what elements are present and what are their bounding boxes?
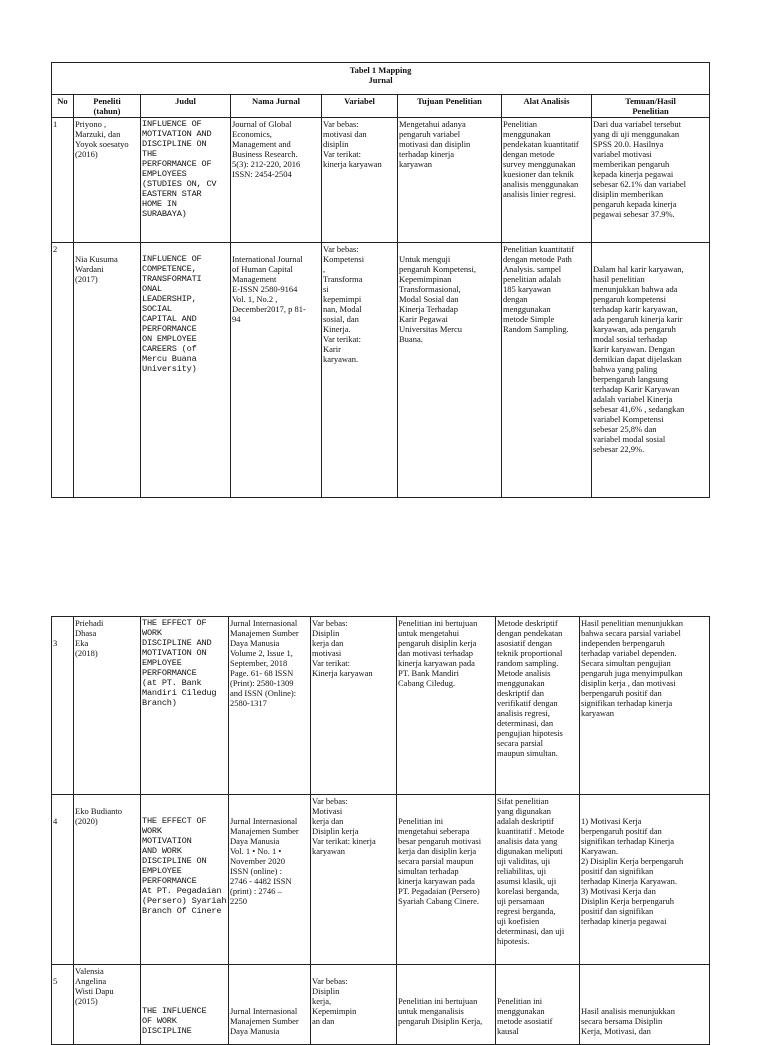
cell-peneliti: Priyono , Marzuki, dan Yoyok soesatyo (2016) [74, 118, 141, 243]
cell-judul: INFLUENCE OF MOTIVATION AND DISCIPLINE ON THE PERFORMANCE OF EMPLOYEES (STUDIES ON, CV EASTERN STAR HOME IN SURABAYA) [141, 118, 231, 243]
table-row [52, 617, 710, 795]
cell-peneliti: Nia Kusuma Wardani (2017) [74, 243, 141, 498]
cell-no: 2 [52, 243, 74, 498]
table-row [52, 243, 710, 498]
header-peneliti: Peneliti (tahun) [74, 95, 141, 118]
table-row [52, 965, 710, 1045]
cell-no: 1 [52, 118, 74, 243]
cell-judul: THE INFLUENCE OF WORK DISCIPLINE [141, 965, 229, 1045]
cell-judul: INFLUENCE OF COMPETENCE, TRANSFORMATI ONAL LEADERSHIP, SOCIAL CAPITAL AND PERFORMANCE ON EMPLOYEE CAREERS (of Mercu Buana University) [141, 243, 231, 498]
header-variabel: Variabel [322, 95, 398, 118]
cell-variabel: Var bebas: Motivasi kerja dan Disiplin kerja Var terikat: kinerja karyawan [311, 795, 397, 965]
cell-alat-analisis: Penelitian ini menggunakan metode asosiatif kausal [496, 965, 580, 1045]
cell-nama-jurnal: Jurnal Internasional Manajemen Sumber Daya Manusia Volume 2, Issue 1, September, 2018 Page. 61- 68 ISSN (Print): 2580-1309 and ISSN (Online): 2580-1317 [229, 617, 311, 795]
cell-variabel: Var bebas: motivasi dan disiplin Var terikat: kinerja karyawan [322, 118, 398, 243]
header-judul: Judul [141, 95, 231, 118]
cell-alat-analisis: Penelitian menggunakan pendekatan kuantitatif dengan metode survey menggunakan kuesioner dan teknik analisis menggunakan analisis linier regresi. [502, 118, 592, 243]
cell-peneliti: Priehadi Dhasa Eka (2018) [74, 617, 141, 795]
cell-alat-analisis: Metode deskriptif dengan pendekatan asosiatif dengan teknik proportional random sampling. Metode analisis menggunakan deskriptif dan verifikatif dengan analisis regresi, determinasi, dan pengujian hipotesis secara parsial maupun simultan. [496, 617, 580, 795]
cell-temuan: Dari dua variabel tersebut yang di uji menggunakan SPSS 20.0. Hasilnya variabel motivasi memberikan pengaruh kepada kinerja pegawai sebesar 62.1% dan variabel disiplin memberikan pengaruh kepada kinerja pegawai sebesar 37.9%. [592, 118, 710, 243]
cell-temuan: 1) Motivasi Kerja berpengaruh positif dan signifikan terhadap Kinerja Karyawan. 2) Disiplin Kerja berpengaruh positif dan signifikan terhadap Kinerja Karyawan. 3) Motivasi Kerja dan Disiplin Kerja berpengaruh positif dan signifikan terhadap kinerja pegawai [580, 795, 710, 965]
cell-alat-analisis: Sifat penelitian yang digunakan adalah deskriptif kuantitatif . Metode analisis data yang digunakan meliputi uji validitas, uji reliabilitas, uji asumsi klasik, uji korelasi berganda, uji persamaan regresi berganda, uji koefisien determinasi, dan uji hipotesis. [496, 795, 580, 965]
cell-temuan: Hasil analisis menunjukkan secara bersama Disiplin Kerja, Motivasi, dan [580, 965, 710, 1045]
header-no: No [52, 95, 74, 118]
mapping-table-2 [51, 616, 710, 1045]
table-title: Tabel 1 Mapping Jurnal [52, 63, 710, 95]
cell-peneliti: Valensia Angelina Wisti Dapu (2015) [74, 965, 141, 1045]
cell-tujuan: Mengetahui adanya pengaruh variabel motivasi dan disiplin terhadap kinerja karyawan [398, 118, 502, 243]
cell-no: 5 [52, 965, 74, 1045]
cell-variabel: Var bebas: Kompetensi , Transforma si kepemimpi nan, Modal sosial, dan Kinerja. Var terikat: Karir karyawan. [322, 243, 398, 498]
header-alat-analisis: Alat Analisis [502, 95, 592, 118]
header-temuan: Temuan/Hasil Penelitian [592, 95, 710, 118]
table-header-row [52, 95, 710, 118]
header-tujuan: Tujuan Penelitian [398, 95, 502, 118]
cell-nama-jurnal: Journal of Global Economics, Management and Business Research. 5(3): 212-220, 2016 ISSN: 2454-2504 [231, 118, 322, 243]
cell-judul: THE EFFECT OF WORK MOTIVATION AND WORK DISCIPLINE ON EMPLOYEE PERFORMANCE At PT. Pegadaian (Persero) Syariah Branch Of Cinere [141, 795, 229, 965]
cell-tujuan: Penelitian ini bertujuan untuk menganalisis pengaruh Disiplin Kerja, [397, 965, 496, 1045]
table-row [52, 795, 710, 965]
cell-tujuan: Penelitian ini mengetahui seberapa besar pengaruh motivasi kerja dan disiplin kerja secara parsial maupun simultan terhadap kinerja karyawan pada PT. Pegadaian (Persero) Syariah Cabang Cinere. [397, 795, 496, 965]
cell-judul: THE EFFECT OF WORK DISCIPLINE AND MOTIVATION ON EMPLOYEE PERFORMANCE (at PT. Bank Mandiri Ciledug Branch) [141, 617, 229, 795]
cell-tujuan: Penelitian ini bertujuan untuk mengetahui pengaruh disiplin kerja dan motivasi terhadap kinerja karyawan pada PT. Bank Mandiri Cabang Ciledug. [397, 617, 496, 795]
header-nama-jurnal: Nama Jurnal [231, 95, 322, 118]
cell-tujuan: Untuk menguji pengaruh Kompetensi, Kepemimpinan Transformasional, Modal Sosial dan Kinerja Terhadap Karir Pegawai Universitas Mercu Buana. [398, 243, 502, 498]
cell-nama-jurnal: Jurnal Internasional Manajemen Sumber Daya Manusia Vol. 1 • No. 1 • November 2020 ISSN (online) : 2746 - 4482 ISSN (print) : 2746 – 2250 [229, 795, 311, 965]
mapping-table-1 [51, 62, 710, 498]
cell-no: 4 [52, 795, 74, 965]
cell-temuan: Hasil penelitian menunjukkan bahwa secara parsial variabel independen berpengaruh terhadap variabel dependen. Secara simultan pengujian pengaruh juga menyimpulkan disiplin kerja , dan motivasi berpengaruh positif dan signifikan terhadap kinerja karyawan [580, 617, 710, 795]
table-row [52, 118, 710, 243]
cell-temuan: Dalam hal karir karyawan, hasil penelitian menunjukkan bahwa ada pengaruh kompetensi terhadap karir karyawan, ada pengaruh kinerja karir karyawan, ada pengaruh modal sosial terhadap karir karyawan. Dengan demikian dapat dijelaskan bahwa yang paling berpengaruh langsung terhadap Karir Karyawan adalah variabel Kinerja sebesar 41,6% , sedangkan variabel Kompetensi sebesar 25,8% dan variabel modal sosial sebesar 22,9%. [592, 243, 710, 498]
cell-no: 3 [52, 617, 74, 795]
cell-alat-analisis: Penelitian kuantitatif dengan metode Path Analysis. sampel penelitian adalah 185 karyawan dengan menggunakan metode Simple Random Sampling. [502, 243, 592, 498]
cell-variabel: Var bebas: Disiplin kerja dan motivasi Var terikat: Kinerja karyawan [311, 617, 397, 795]
cell-peneliti: Eko Budianto (2020) [74, 795, 141, 965]
cell-variabel: Var bebas: Disiplin kerja, Kepemimpin an dan [311, 965, 397, 1045]
cell-nama-jurnal: Jurnal Internasional Manajemen Sumber Daya Manusia [229, 965, 311, 1045]
cell-nama-jurnal: International Journal of Human Capital Management E-ISSN 2580-9164 Vol. 1, No.2 , December2017, p 81- 94 [231, 243, 322, 498]
